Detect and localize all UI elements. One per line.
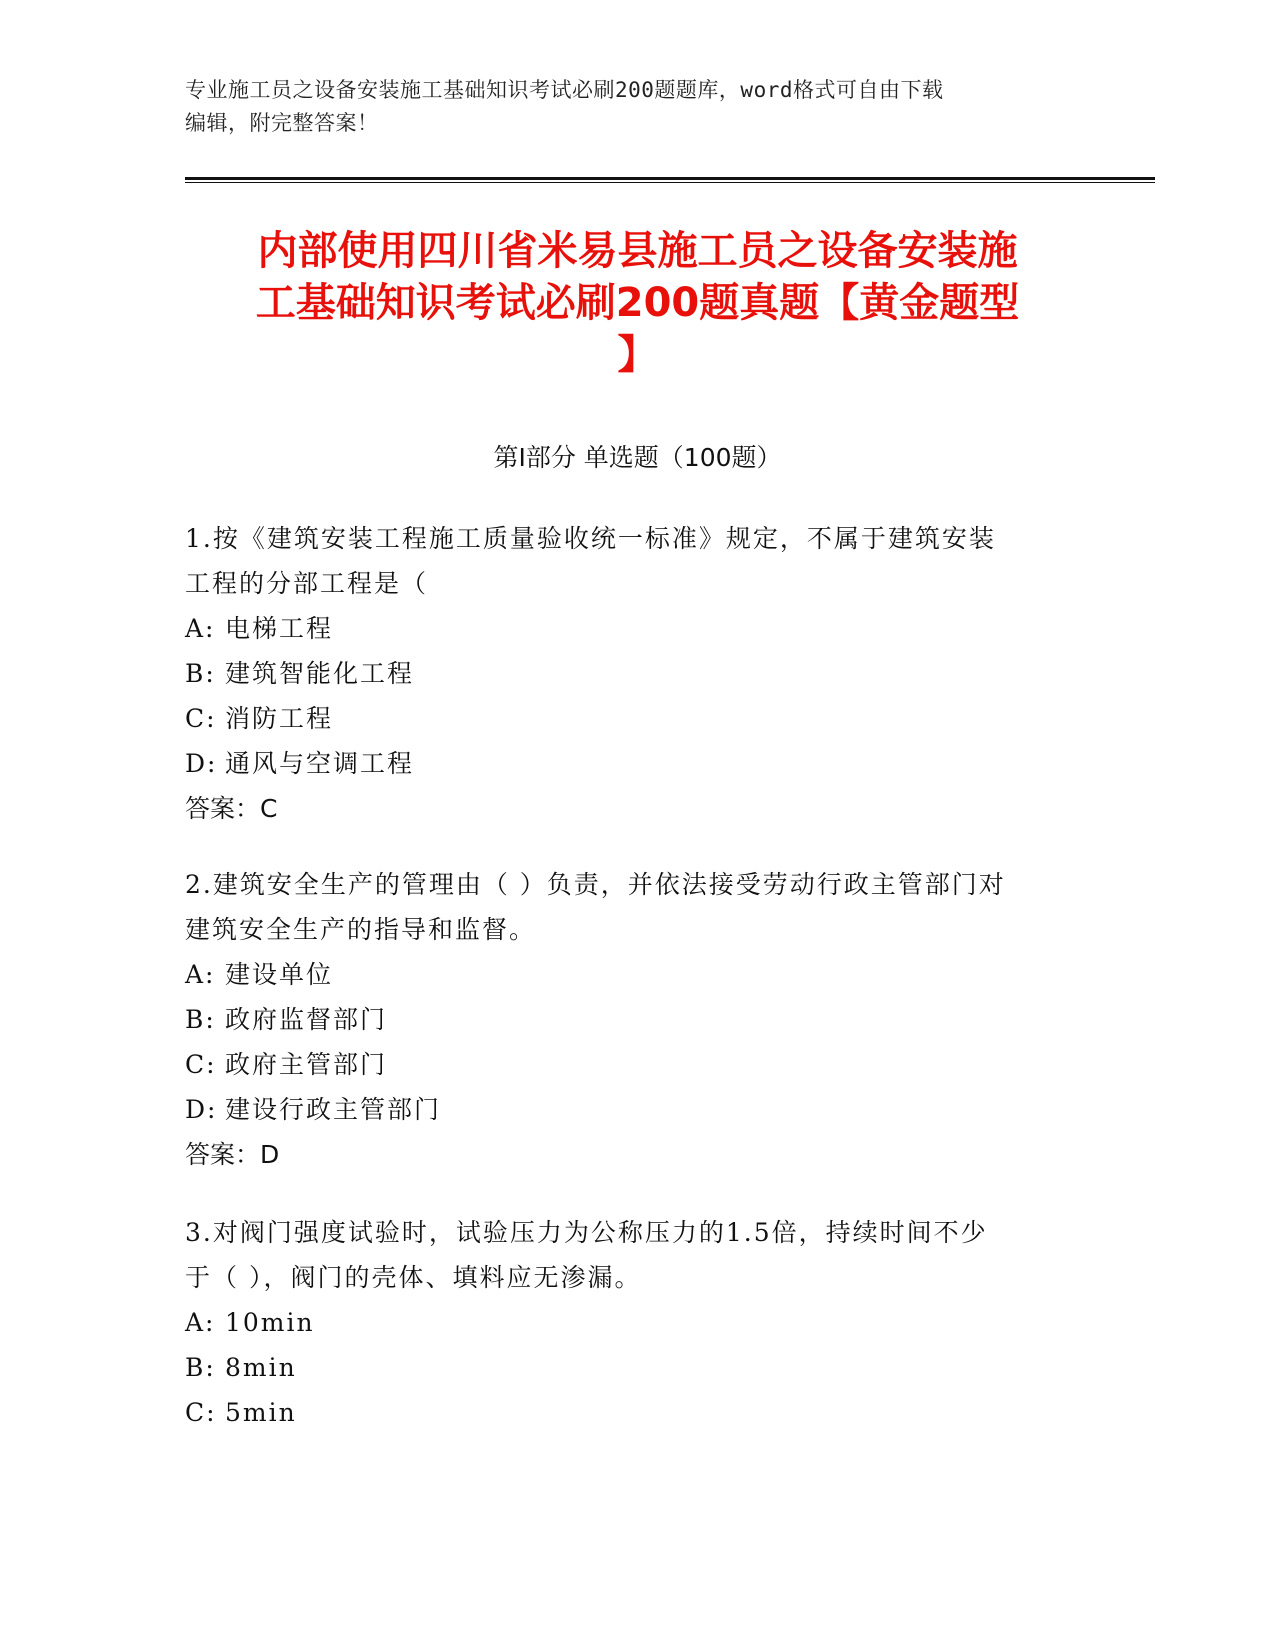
option-text: 通风与空调工程 — [225, 749, 415, 778]
question-text-line: 2.建筑安全生产的管理由（ ）负责，并依法接受劳动行政主管部门对 — [185, 870, 1006, 899]
option-text: 10min — [225, 1308, 315, 1337]
option-key: C: — [185, 1398, 217, 1427]
option-key: D: — [185, 749, 218, 778]
option-key: B: — [185, 1005, 216, 1034]
question-text-line: 3.对阀门强度试验时，试验压力为公称压力的1.5倍，持续时间不少 — [185, 1218, 988, 1247]
title-line-2: 工基础知识考试必刷200题真题【黄金题型 — [255, 280, 1020, 326]
option-a — [185, 952, 1055, 997]
option-a — [185, 606, 1055, 651]
option-a — [185, 1300, 1055, 1345]
question-3 — [185, 1210, 1055, 1435]
option-key: A: — [185, 614, 216, 643]
answer-line: 答案：D — [185, 1140, 280, 1169]
option-b — [185, 997, 1055, 1042]
option-key: C: — [185, 704, 217, 733]
option-b — [185, 651, 1055, 696]
document-header — [185, 74, 1085, 140]
option-text: 建筑智能化工程 — [225, 659, 415, 688]
title-line-3: 】 — [617, 332, 658, 378]
option-key: A: — [185, 960, 216, 989]
header-line-2: 编辑，附完整答案！ — [185, 111, 379, 135]
option-key: B: — [185, 659, 216, 688]
option-text: 8min — [225, 1353, 297, 1382]
question-1 — [185, 516, 1055, 831]
option-key: C: — [185, 1050, 217, 1079]
option-d — [185, 741, 1055, 786]
title-line-1: 内部使用四川省米易县施工员之设备安装施 — [257, 228, 1018, 274]
option-c — [185, 696, 1055, 741]
option-b — [185, 1345, 1055, 1390]
option-text: 消防工程 — [225, 704, 334, 733]
document-title — [185, 225, 1090, 381]
option-c — [185, 1042, 1055, 1087]
option-text: 5min — [225, 1398, 297, 1427]
question-text-line: 建筑安全生产的指导和监督。 — [185, 915, 537, 944]
header-line-1: 专业施工员之设备安装施工基础知识考试必刷200题题库，word格式可自由下载 — [185, 78, 944, 102]
header-divider-thin — [185, 182, 1155, 183]
question-2 — [185, 862, 1055, 1177]
header-divider-thick — [185, 177, 1155, 180]
question-text-line: 工程的分部工程是（ — [185, 569, 429, 598]
answer-line: 答案：C — [185, 794, 278, 823]
option-key: B: — [185, 1353, 216, 1382]
option-text: 建设单位 — [225, 960, 334, 989]
section-heading: 第Ⅰ部分 单选题（100题） — [493, 443, 782, 472]
option-text: 电梯工程 — [225, 614, 334, 643]
question-text-line: 于（ ），阀门的壳体、填料应无渗漏。 — [185, 1263, 642, 1292]
option-text: 建设行政主管部门 — [225, 1095, 442, 1124]
option-key: D: — [185, 1095, 218, 1124]
option-text: 政府监督部门 — [225, 1005, 388, 1034]
option-text: 政府主管部门 — [225, 1050, 388, 1079]
option-c — [185, 1390, 1055, 1435]
option-d — [185, 1087, 1055, 1132]
question-text-line: 1.按《建筑安装工程施工质量验收统一标准》规定，不属于建筑安装 — [185, 524, 996, 553]
option-key: A: — [185, 1308, 216, 1337]
